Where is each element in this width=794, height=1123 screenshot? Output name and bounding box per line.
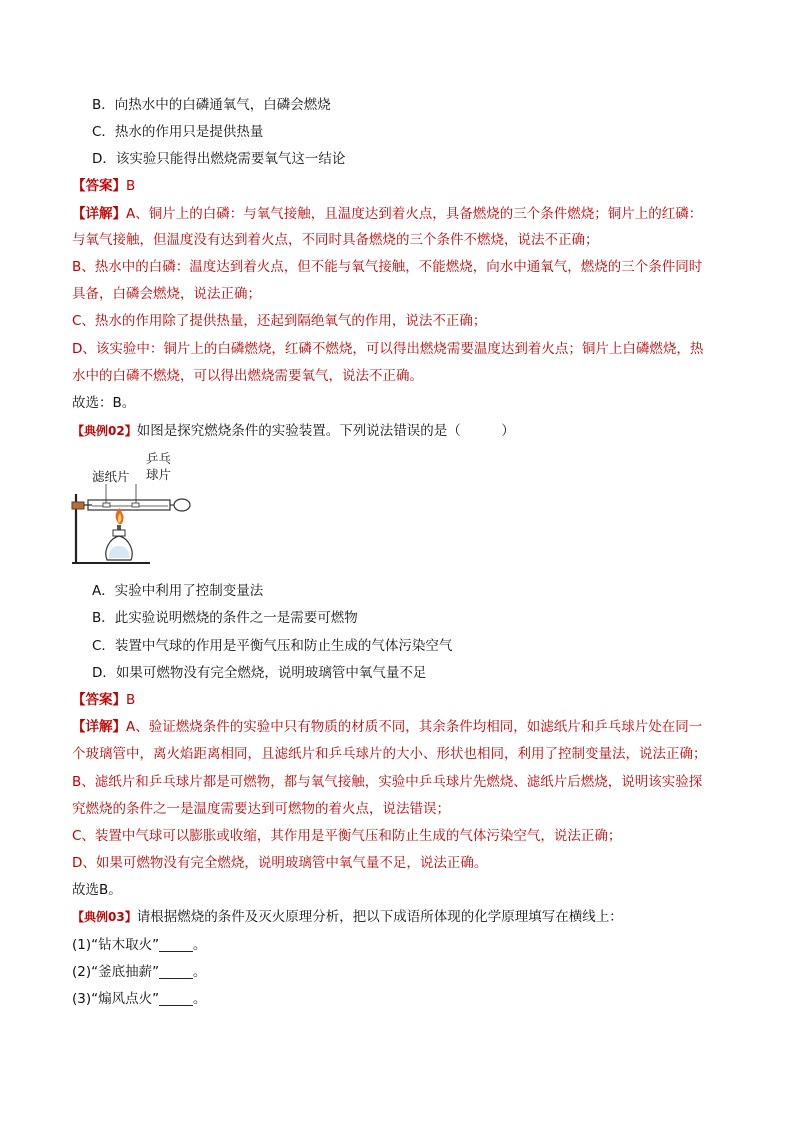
q1-detail-line: [72, 205, 702, 223]
question-text: 请根据燃烧的条件及灭火原理分析，把以下成语所体现的化学原理填写在横线上：: [136, 909, 623, 925]
q2-detail-line: C、装置中气球可以膨胀或收缩，其作用是平衡气压和防止生成的气体污染空气，说法正确；: [72, 828, 622, 844]
question-text: 如图是探究燃烧条件的实验装置。下列说法错误的是（ ）: [136, 423, 515, 439]
q3-item: (1)“钻木取火”_____。: [72, 937, 207, 953]
q2-option-b: B．此实验说明燃烧的条件之一是需要可燃物: [92, 610, 358, 626]
q2-answer: [72, 691, 135, 709]
q1-option-b: B．向热水中的白磷通氧气，白磷会燃烧: [92, 97, 331, 113]
q2-detail-line: 究燃烧的条件之一是温度需要达到可燃物的着火点，说法错误；: [72, 801, 450, 817]
q2-option-a: A．实验中利用了控制变量法: [92, 583, 264, 599]
answer-value: B: [126, 692, 136, 708]
q3-question: [72, 908, 623, 926]
q1-detail-line: B、热水中的白磷：温度达到着火点，但不能与氧气接触，不能燃烧，向水中通氧气，燃烧的三个条件同时: [72, 259, 703, 275]
label-filter-paper: 滤纸片: [92, 469, 130, 484]
q1-detail-line: 与氧气接触，但温度没有达到着火点，不同时具备燃烧的三个条件不燃烧，说法不正确；: [72, 232, 599, 248]
q2-option-c: C．装置中气球的作用是平衡气压和防止生成的气体污染空气: [92, 638, 453, 654]
q1-conclusion: 故选：B。: [72, 395, 136, 411]
example-tag: 【典例02】: [72, 424, 137, 438]
q2-detail-line: [72, 718, 702, 736]
detail-tag: 【详解】: [72, 206, 126, 222]
q3-item: (2)“釜底抽薪”_____。: [72, 964, 207, 980]
q3-item: (3)“煽风点火”_____。: [72, 991, 207, 1007]
q1-option-d: D．该实验只能得出燃烧需要氧气这一结论: [92, 151, 346, 167]
example-tag: 【典例03】: [72, 910, 137, 924]
label-pingpong-bottom: 球片: [146, 467, 172, 482]
q1-detail-line: 具备，白磷会燃烧，说法正确；: [72, 286, 261, 302]
q2-detail-line: D、如果可燃物没有完全燃烧，说明玻璃管中氧气量不足，说法正确。: [72, 855, 488, 871]
answer-value: B: [126, 178, 136, 194]
answer-tag: 【答案】: [72, 692, 126, 708]
q2-conclusion: 故选B。: [72, 882, 122, 898]
label-pingpong-top: 乒乓: [146, 451, 172, 466]
q1-detail-line: D、该实验中：铜片上的白磷燃烧，红磷不燃烧，可以得出燃烧需要温度达到着火点；铜片上白磷燃烧，热: [72, 341, 704, 357]
q2-detail-line: B、滤纸片和乒乓球片都是可燃物，都与氧气接触，实验中乒乓球片先燃烧、滤纸片后燃烧，说明该实验探: [72, 774, 703, 790]
q1-detail-line: 水中的白磷不燃烧，可以得出燃烧需要氧气，说法不正确。: [72, 368, 423, 384]
answer-tag: 【答案】: [72, 178, 126, 194]
detail-tag: 【详解】: [72, 719, 126, 735]
q2-question: [72, 422, 515, 440]
q1-option-c: C．热水的作用只是提供热量: [92, 124, 264, 140]
q2-option-d: D．如果可燃物没有完全燃烧，说明玻璃管中氧气量不足: [92, 665, 427, 681]
q1-detail-line: C、热水的作用除了提供热量，还起到隔绝氧气的作用，说法不正确；: [72, 313, 487, 329]
detail-text: A、验证燃烧条件的实验中只有物质的材质不同，其余条件均相同，如滤纸片和乒乓球片处在同一: [126, 719, 703, 735]
q2-detail-line: 个玻璃管中，离火焰距离相同，且滤纸片和乒乓球片的大小、形状也相同，利用了控制变量法，说法正确；: [72, 746, 707, 762]
apparatus-figure: [70, 450, 220, 575]
q1-answer: [72, 177, 135, 195]
detail-text: A、铜片上的白磷：与氧气接触，且温度达到着火点，具备燃烧的三个条件燃烧；铜片上的红磷：: [126, 206, 703, 222]
